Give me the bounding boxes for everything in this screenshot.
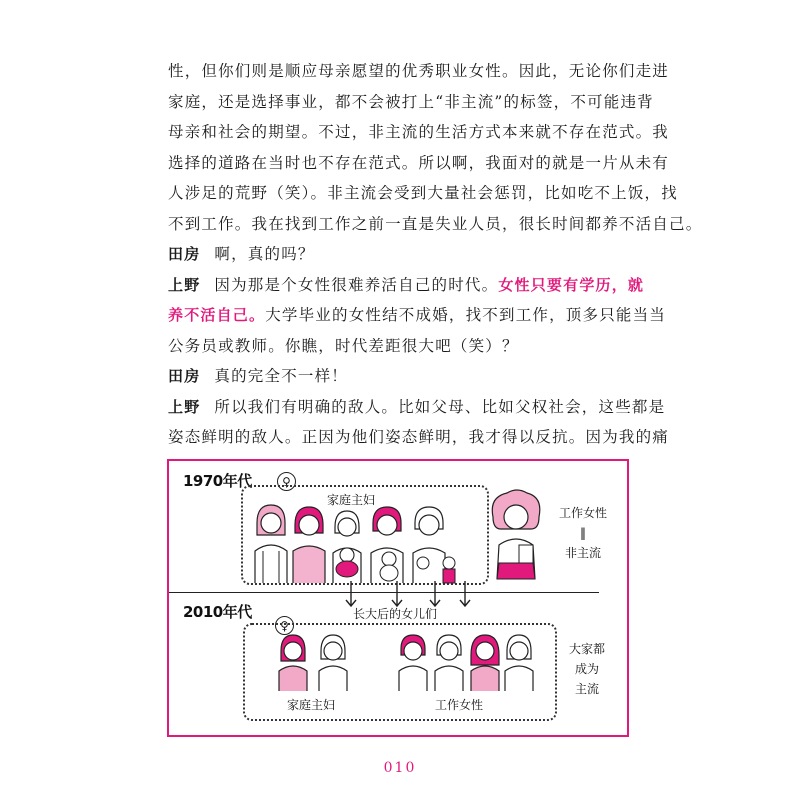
woman-figure-icon [371, 507, 403, 583]
woman-figure-icon [435, 635, 463, 691]
woman-figure-icon [319, 635, 347, 691]
era-divider [169, 592, 599, 593]
down-arrow-icon [430, 581, 440, 606]
paragraph-line: 选择的道路在当时也不存在范式。所以啊，我面对的就是一片从未有 [168, 153, 670, 172]
dialogue-line [168, 270, 645, 301]
dialogue-line [168, 239, 628, 270]
working-woman-figure [487, 489, 545, 581]
dialogue-text: 所以我们有明确的敌人。比如父母、比如父权社会，这些都是 [214, 397, 666, 416]
dialogue-line [168, 331, 628, 362]
down-arrow-icon [346, 581, 356, 606]
woman-figure-icon [255, 505, 287, 583]
dialogue-text: 公务员或教师。你瞧，时代差距很大吧（笑）？ [168, 336, 519, 355]
woman-figure-icon [413, 507, 455, 583]
dialogue-line [168, 361, 628, 392]
paragraph-line: 人涉足的荒野（笑）。非主流会受到大量社会惩罚，比如吃不上饭，找 [168, 184, 678, 202]
equiv-symbol: ‖ [580, 526, 586, 540]
woman-figure-icon [333, 511, 361, 583]
dialogue-line [168, 392, 666, 423]
speaker-name: 上野 [168, 275, 201, 294]
dialogue-line [168, 422, 670, 453]
baby-figure-icon [340, 548, 354, 562]
working-woman-label [547, 503, 619, 563]
generation-illustration [167, 459, 629, 737]
down-arrow-icon [460, 581, 470, 606]
housewife-2010-label: 家庭主妇 [287, 698, 336, 712]
speaker-name: 田房 [168, 367, 201, 385]
housewife-figures [249, 501, 489, 586]
mainstream-note-line: 主流 [574, 682, 599, 696]
mainstream-note-line: 成为 [574, 662, 599, 676]
housewife-label: 家庭主妇 [327, 493, 376, 507]
woman-figure-icon [505, 635, 533, 691]
era-1970-label: 1970年代 [183, 472, 252, 490]
woman-figure-icon [399, 635, 427, 691]
woman-figure-icon [293, 507, 325, 583]
body-text [168, 56, 703, 453]
paragraph-line: 母亲和社会的期望。不过，非主流的生活方式本来就不存在范式。我 [168, 123, 670, 141]
paragraph-line: 不到工作。我在找到工作之前一直是失业人员，很长时间都养不活自己。 [168, 214, 703, 233]
non-mainstream-text: 非主流 [564, 546, 601, 560]
mainstream-note-line: 大家都 [568, 642, 605, 656]
daughter-figures [275, 631, 545, 693]
dialogue-text: 姿态鲜明的敌人。正因为他们姿态鲜明，我才得以反抗。因为我的痛 [168, 428, 670, 446]
mainstream-note [559, 639, 615, 699]
dialogue-text: 大学毕业的女性结不成婚，找不到工作，顶多只能当当 [265, 306, 667, 324]
dialogue-line [168, 300, 667, 331]
speaker-name: 田房 [168, 245, 201, 263]
dialogue-text: 因为那是个女性很难养活自己的时代。 [214, 275, 499, 294]
baby-figure-icon [382, 552, 396, 566]
baby-figure-icon [443, 557, 455, 569]
woman-figure-icon [471, 635, 499, 691]
page-number: 010 [383, 760, 417, 776]
highlighted-text: 女性只要有学历，就 [498, 275, 645, 294]
daughters-label: 长大后的女儿们 [353, 607, 438, 621]
working-woman-text: 工作女性 [558, 506, 607, 520]
speaker-name: 上野 [168, 397, 201, 416]
female-symbol-icon: ♀ [275, 616, 294, 635]
female-symbol-icon: ♀ [277, 472, 296, 491]
dialogue-text: 啊，真的吗？ [214, 245, 315, 263]
dialogue-text: 真的完全不一样！ [214, 367, 349, 385]
highlighted-text: 养不活自己。 [168, 306, 266, 324]
woman-figure-icon [279, 635, 307, 691]
down-arrow-icon [392, 581, 402, 606]
woman-figure-icon [492, 490, 540, 579]
baby-figure-icon [417, 557, 429, 569]
paragraph-line: 家庭，还是选择事业，都不会被打上“非主流”的标签，不可能违背 [168, 92, 654, 111]
working-woman-2010-label: 工作女性 [435, 698, 484, 712]
era-2010-label: 2010年代 [183, 603, 252, 621]
paragraph-line: 性，但你们则是顺应母亲愿望的优秀职业女性。因此，无论你们走进 [168, 62, 670, 80]
